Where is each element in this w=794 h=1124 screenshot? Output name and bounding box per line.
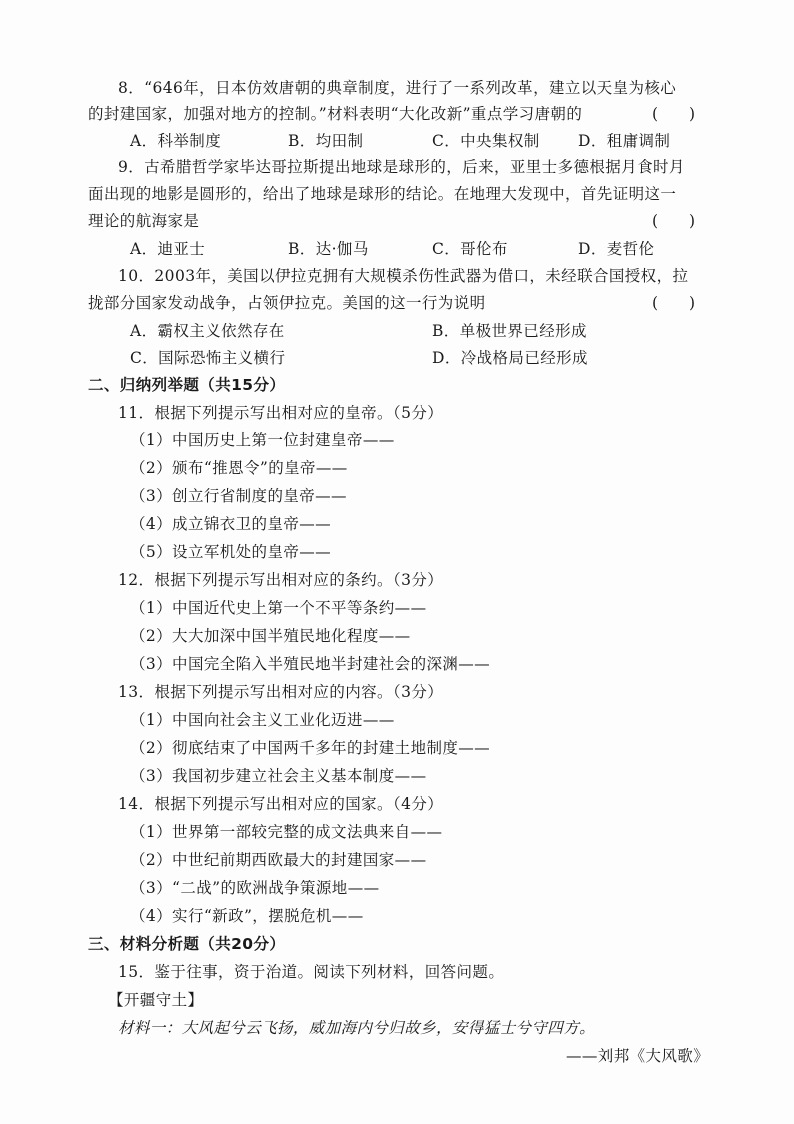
q15-subtitle: 【开疆守土】 [108, 991, 204, 1009]
q15-material-1: 材料一：大风起兮云飞扬，威加海内兮归故乡，安得猛士兮守四方。 [118, 1019, 596, 1037]
q11-stem: 11．根据下列提示写出相对应的皇帝。（5分） [118, 404, 444, 422]
q8-option-b: B．均田制 [288, 132, 364, 150]
q8-answer-paren: ( ) [652, 105, 696, 123]
q10-line-1: 10．2003年，美国以伊拉克拥有大规模杀伤性武器为借口，未经联合国授权，拉 [118, 267, 689, 285]
q8-line-1: 8．“646年，日本仿效唐朝的典章制度，进行了一系列改革，建立以天皇为核心 [118, 79, 677, 97]
q11-item-4: （4）成立锦衣卫的皇帝—— [130, 515, 332, 533]
q13-stem: 13．根据下列提示写出相对应的内容。（3分） [118, 683, 444, 701]
q14-stem: 14．根据下列提示写出相对应的国家。（4分） [118, 795, 444, 813]
q12-item-3: （3）中国完全陷入半殖民地半封建社会的深渊—— [130, 655, 491, 673]
q13-item-3: （3）我国初步建立社会主义基本制度—— [130, 767, 427, 785]
q10-option-a: A．霸权主义依然存在 [130, 322, 285, 340]
q8-option-c: C．中央集权制 [432, 132, 540, 150]
q15-stem: 15．鉴于往事，资于治道。阅读下列材料，回答问题。 [118, 963, 505, 981]
q9-option-a: A．迪亚士 [130, 240, 206, 258]
q9-line-1: 9．古希腊哲学家毕达哥拉斯提出地球是球形的，后来，亚里士多德根据月食时月 [118, 158, 685, 176]
q8-option-a: A．科举制度 [130, 132, 222, 150]
section-3-heading: 三、材料分析题（共20分） [88, 935, 286, 953]
q10-option-d: D．冷战格局已经形成 [432, 349, 588, 367]
q14-item-1: （1）世界第一部较完整的成文法典来自—— [130, 823, 443, 841]
q11-item-1: （1）中国历史上第一位封建皇帝—— [130, 431, 395, 449]
q11-item-5: （5）设立军机处的皇帝—— [130, 543, 332, 561]
q15-material-1-source: ——刘邦《大风歌》 [566, 1047, 710, 1065]
q11-item-3: （3）创立行省制度的皇帝—— [130, 487, 347, 505]
q14-item-4: （4）实行“新政”，摆脱危机—— [130, 907, 364, 925]
q9-answer-paren: ( ) [652, 212, 696, 230]
q14-item-3: （3）“二战”的欧洲战争策源地—— [130, 879, 380, 897]
q13-item-1: （1）中国向社会主义工业化迈进—— [130, 711, 395, 729]
q14-item-2: （2）中世纪前期西欧最大的封建国家—— [130, 851, 427, 869]
q9-line-3: 理论的航海家是 [88, 212, 200, 230]
q12-item-2: （2）大大加深中国半殖民地化程度—— [130, 627, 411, 645]
q12-stem: 12．根据下列提示写出相对应的条约。（3分） [118, 571, 444, 589]
q9-option-c: C．哥伦布 [432, 240, 508, 258]
q10-line-2: 拢部分国家发动战争，占领伊拉克。美国的这一行为说明 [88, 294, 486, 312]
q12-item-1: （1）中国近代史上第一个不平等条约—— [130, 599, 427, 617]
q9-option-d: D．麦哲伦 [578, 240, 655, 258]
q10-option-c: C．国际恐怖主义横行 [130, 349, 286, 367]
section-2-heading: 二、归纳列举题（共15分） [88, 376, 286, 394]
q10-option-b: B．单极世界已经形成 [432, 322, 587, 340]
q13-item-2: （2）彻底结束了中国两千多年的封建土地制度—— [130, 739, 491, 757]
q9-option-b: B．达·伽马 [288, 240, 369, 258]
q8-line-2: 的封建国家，加强对地方的控制。”材料表明“大化改新”重点学习唐朝的 [88, 105, 583, 123]
q11-item-2: （2）颁布“推恩令”的皇帝—— [130, 459, 348, 477]
q10-answer-paren: ( ) [652, 294, 696, 312]
q9-line-2: 面出现的地影是圆形的，给出了地球是球形的结论。在地理大发现中，首先证明这一 [88, 185, 677, 203]
q8-option-d: D．租庸调制 [578, 132, 671, 150]
